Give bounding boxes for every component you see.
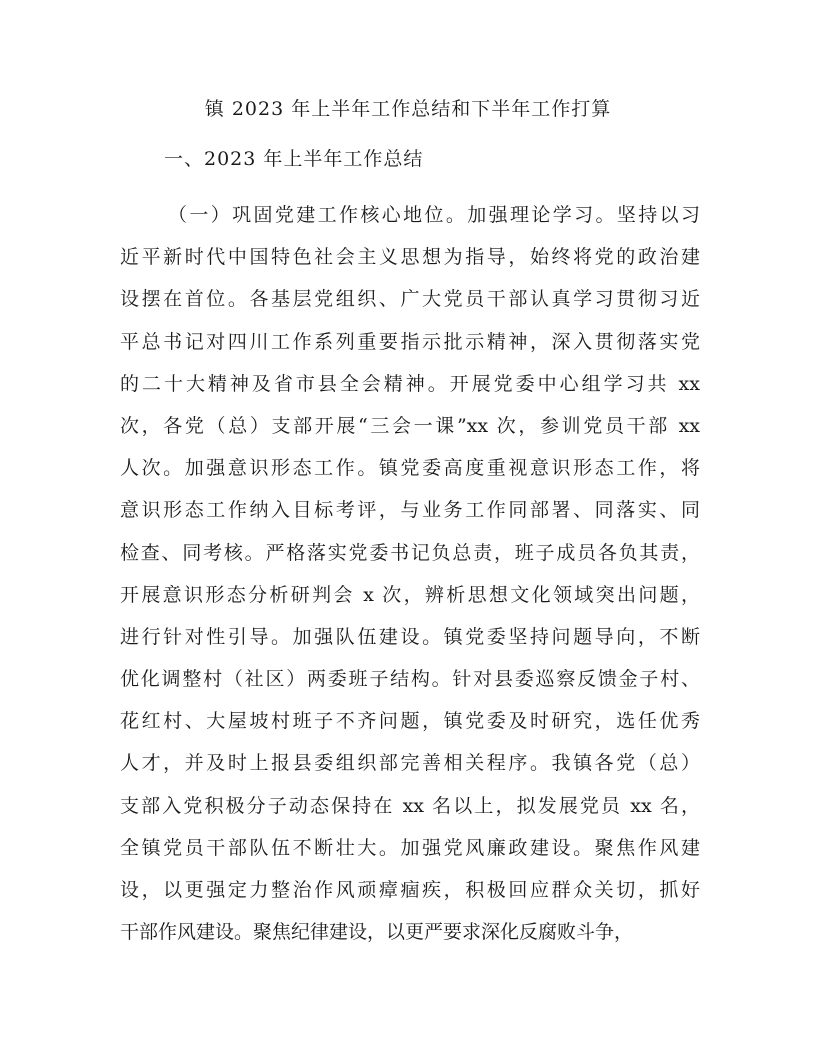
paragraph-line: 次，各党（总）支部开展“三会一课”xx 次，参训党员干部 xx — [120, 414, 700, 437]
paragraph-line: 检查、同考核。严格落实党委书记负总责，班子成员各负其责， — [120, 541, 700, 564]
paragraph-line: 意识形态工作纳入目标考评，与业务工作同部署、同落实、同 — [120, 499, 700, 522]
paragraph-line: 设摆在首位。各基层党组织、广大党员干部认真学习贯彻习近 — [120, 288, 700, 311]
document-title: 镇 2023 年上半年工作总结和下半年工作打算 — [204, 98, 612, 120]
paragraph-line: 开展意识形态分析研判会 x 次，辨析思想文化领域突出问题， — [120, 583, 700, 606]
paragraph-line: （一）巩固党建工作核心地位。加强理论学习。坚持以习 — [168, 204, 700, 226]
paragraph-line: 的二十大精神及省市县全会精神。开展党委中心组学习共 xx — [120, 372, 700, 395]
paragraph-line: 人才，并及时上报县委组织部完善相关程序。我镇各党（总） — [120, 752, 700, 775]
paragraph-line: 人次。加强意识形态工作。镇党委高度重视意识形态工作，将 — [120, 457, 700, 480]
paragraph-line: 干部作风建设。聚焦纪律建设，以更严要求深化反腐败斗争， — [120, 921, 634, 944]
paragraph-line: 全镇党员干部队伍不断壮大。加强党风廉政建设。聚焦作风建 — [120, 836, 700, 859]
paragraph-line: 近平新时代中国特色社会主义思想为指导，始终将党的政治建 — [120, 246, 700, 269]
body-paragraph — [120, 194, 700, 953]
paragraph-line: 设，以更强定力整治作风顽瘴痼疾，积极回应群众关切，抓好 — [120, 879, 700, 901]
paragraph-line: 支部入党积极分子动态保持在 xx 名以上，拟发展党员 xx 名， — [120, 794, 700, 817]
section-heading: 一、2023 年上半年工作总结 — [164, 148, 424, 170]
paragraph-line: 平总书记对四川工作系列重要指示批示精神，深入贯彻落实党 — [120, 330, 700, 353]
paragraph-line: 优化调整村（社区）两委班子结构。针对县委巡察反馈金子村、 — [120, 668, 700, 691]
paragraph-line: 进行针对性引导。加强队伍建设。镇党委坚持问题导向，不断 — [120, 625, 700, 648]
paragraph-line: 花红村、大屋坡村班子不齐问题，镇党委及时研究，选任优秀 — [120, 710, 700, 733]
